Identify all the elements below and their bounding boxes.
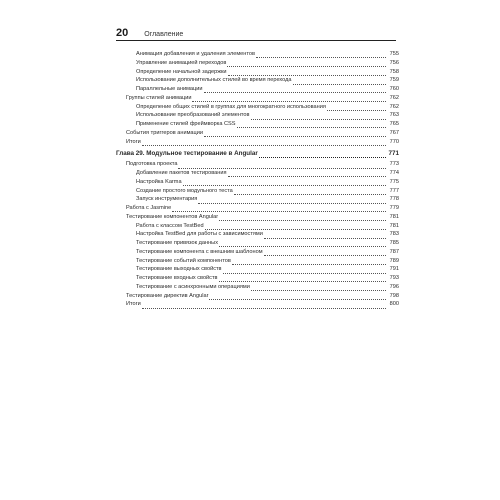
toc-entry-page: 763 <box>389 112 399 119</box>
dot-leader <box>293 79 386 85</box>
toc-entry-page: 789 <box>389 257 399 264</box>
toc-entry <box>116 59 399 68</box>
toc-entry <box>116 94 399 103</box>
dot-leader <box>142 303 386 309</box>
dot-leader <box>223 268 386 274</box>
toc-entry <box>116 103 399 112</box>
dot-leader <box>251 114 386 120</box>
dot-leader <box>251 285 386 291</box>
toc-entry-title: Определение начальной задержки <box>136 68 227 75</box>
toc-entry-page: 758 <box>389 68 399 75</box>
toc-entry-page: 791 <box>389 266 399 273</box>
toc-entry-page: 781 <box>389 213 399 220</box>
toc-entry <box>116 257 399 266</box>
toc-entry-title: Запуск инструментария <box>136 196 198 203</box>
toc-entry-page: 775 <box>389 178 399 185</box>
toc-entry <box>116 213 399 222</box>
header-rule <box>116 40 396 41</box>
toc-entry-title: Глава 29. Модульное тестирование в Angular <box>116 150 258 158</box>
toc-entry-page: 778 <box>389 196 399 203</box>
toc-entry-page: 760 <box>389 86 399 92</box>
toc-entry-title: Управление анимацией переходов <box>136 59 227 66</box>
toc-entry-page: 771 <box>388 150 399 158</box>
toc-entry-title: Тестирование событий компонентов <box>136 257 231 264</box>
toc-entry-page: 765 <box>389 121 399 127</box>
dot-leader <box>228 171 386 177</box>
dot-leader <box>256 52 386 58</box>
toc-entry <box>116 50 399 59</box>
dot-leader <box>227 61 386 67</box>
toc-entry-title: Тестирование с асинхронными операциями <box>136 283 250 290</box>
dot-leader <box>205 224 386 230</box>
toc-entry <box>116 160 399 169</box>
toc-entry <box>116 283 399 292</box>
toc-entry-title: Применение стилей фреймворка CSS <box>136 121 236 127</box>
dot-leader <box>259 152 386 158</box>
toc-entry-title: Тестирование выходных свойств <box>136 266 222 273</box>
page-header <box>116 27 396 41</box>
running-title: Оглавление <box>144 31 184 38</box>
dot-leader <box>178 163 386 169</box>
toc-entry-page: 781 <box>389 222 399 229</box>
toc-entry-page: 774 <box>389 170 399 176</box>
toc-entry <box>116 138 399 147</box>
toc-entry <box>116 85 399 94</box>
dot-leader <box>204 87 387 93</box>
toc-entry-page: 773 <box>389 161 399 168</box>
toc-entry-title: Тестирование входных свойств <box>136 275 218 281</box>
table-of-contents <box>116 50 399 309</box>
toc-entry <box>116 187 399 196</box>
toc-entry-title: Добавление пакетов тестирования <box>136 170 227 176</box>
toc-entry-page: 787 <box>389 248 399 255</box>
dot-leader <box>327 105 386 111</box>
toc-entry <box>116 178 399 187</box>
toc-entry-page: 777 <box>389 187 399 194</box>
dot-leader <box>237 122 387 128</box>
toc-entry-title: Работа с Jasmine <box>126 205 172 211</box>
toc-entry-title: Настройка Karma <box>136 178 182 185</box>
dot-leader <box>183 180 386 186</box>
toc-entry <box>116 195 399 204</box>
toc-entry <box>116 204 399 213</box>
dot-leader <box>232 259 386 265</box>
toc-entry-title: Тестирование директив Angular <box>126 292 209 299</box>
toc-entry-title: Настройка TestBed для работы с зависимостями <box>136 231 263 238</box>
toc-entry-title: Подготовка проекта <box>126 161 178 168</box>
dot-leader <box>264 233 386 239</box>
page-number: 20 <box>116 27 129 39</box>
toc-entry <box>116 111 399 120</box>
toc-entry-page: 770 <box>389 138 399 145</box>
dot-leader <box>234 189 386 195</box>
toc-entry-page: 755 <box>389 51 399 57</box>
toc-entry-title: Итоги <box>126 138 141 145</box>
toc-entry <box>116 222 399 231</box>
toc-entry <box>116 239 399 248</box>
dot-leader <box>142 140 386 146</box>
toc-entry <box>116 169 399 178</box>
toc-entry-page: 762 <box>389 94 399 101</box>
dot-leader <box>219 241 386 247</box>
dot-leader <box>172 206 386 212</box>
toc-entry-page: 796 <box>389 283 399 290</box>
dot-leader <box>219 276 386 282</box>
dot-leader <box>228 70 386 76</box>
toc-entry-title: Работа с классом TestBed <box>136 222 204 229</box>
toc-entry-title: События триггеров анимации <box>126 129 203 136</box>
toc-entry-title: Использование преобразований элементов <box>136 112 250 119</box>
toc-entry-title: Использование дополнительных стилей во время перехода <box>136 77 292 84</box>
toc-entry <box>116 230 399 239</box>
toc-entry-page: 762 <box>389 103 399 110</box>
toc-entry <box>116 292 399 301</box>
dot-leader <box>198 198 386 204</box>
dot-leader <box>264 250 386 256</box>
dot-leader <box>204 131 386 137</box>
toc-entry <box>116 300 399 309</box>
toc-entry-title: Итоги <box>126 301 141 308</box>
dot-leader <box>192 96 386 102</box>
toc-entry-page: 800 <box>389 301 399 308</box>
toc-entry-title: Создание простого модульного теста <box>136 187 233 194</box>
toc-entry-page: 793 <box>389 275 399 281</box>
toc-entry-page: 756 <box>389 59 399 66</box>
toc-entry <box>116 265 399 274</box>
toc-entry <box>116 274 399 283</box>
toc-entry <box>116 68 399 77</box>
toc-entry-page: 779 <box>389 205 399 211</box>
toc-entry-title: Параллельные анимации <box>136 86 203 92</box>
toc-entry <box>116 76 399 85</box>
toc-entry-title: Группы стилей анимации <box>126 94 192 101</box>
toc-entry-page: 783 <box>389 231 399 238</box>
toc-entry <box>116 129 399 138</box>
toc-entry-title: Тестирование привязок данных <box>136 240 219 246</box>
toc-chapter-entry <box>116 149 399 159</box>
toc-entry-title: Тестирование компонента с внешним шаблоном <box>136 248 263 255</box>
toc-entry-page: 785 <box>389 240 399 246</box>
toc-entry-title: Определение общих стилей в группах для многократного использования <box>136 103 326 110</box>
toc-entry-page: 767 <box>389 129 399 136</box>
toc-entry <box>116 120 399 129</box>
toc-entry-title: Тестирование компонентов Angular <box>126 213 219 220</box>
toc-entry-title: Анимация добавления и удаления элементов <box>136 51 255 57</box>
dot-leader <box>219 215 386 221</box>
dot-leader <box>209 294 386 300</box>
toc-entry <box>116 248 399 257</box>
toc-entry-page: 759 <box>389 77 399 84</box>
toc-entry-page: 798 <box>389 292 399 299</box>
